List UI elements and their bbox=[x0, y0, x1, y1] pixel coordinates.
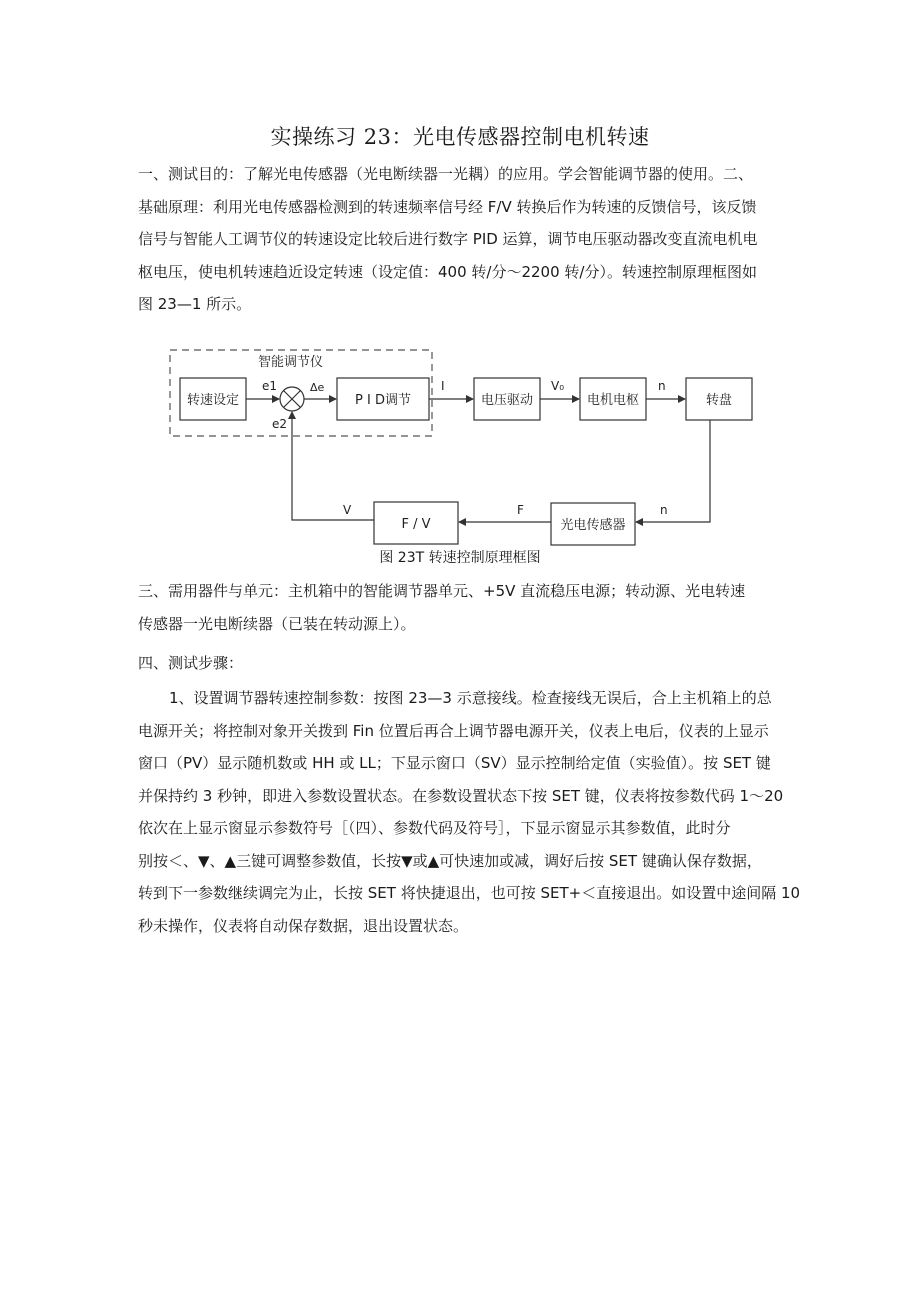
signal-f: F bbox=[517, 503, 524, 517]
feedback-turntable-to-sensor bbox=[636, 420, 710, 522]
text-line: 三、需用器件与单元：主机箱中的智能调节器单元、+5V 直流稳压电源；转动源、光电转速 bbox=[138, 582, 746, 600]
text-line: 基础原理：利用光电传感器检测到的转速频率信号经 F/V 转换后作为转速的反馈信号，该反馈 bbox=[138, 197, 757, 216]
text-line: 传感器一光电断续器（已装在转动源上）。 bbox=[138, 614, 416, 633]
block-speed-setting-label: 转速设定 bbox=[186, 393, 240, 408]
text-line: 并保持约 3 秒钟，即进入参数设置状态。在参数设置状态下按 SET 键，仪表将按参数代码 1～20 bbox=[138, 786, 784, 805]
section-steps-heading: 四、测试步骤： bbox=[138, 654, 244, 672]
text-line: 秒未操作，仪表将自动保存数据，退出设置状态。 bbox=[138, 916, 469, 935]
text-line: 1、设置调节器转速控制参数：按图 23—3 示意接线。检查接线无误后，合上主机箱上的总 bbox=[169, 689, 772, 707]
block-fv-label: F / V bbox=[401, 517, 431, 532]
block-turntable-label: 转盘 bbox=[705, 393, 733, 408]
signal-e2: e2 bbox=[272, 417, 288, 431]
figure-caption: 图 23T 转速控制原理框图 bbox=[379, 550, 541, 566]
signal-e1: e1 bbox=[262, 379, 278, 393]
text-line: 电源开关；将控制对象开关拨到 Fin 位置后再合上调节器电源开关，仪表上电后，仪表的上显示 bbox=[138, 721, 769, 740]
block-sensor-label: 光电传感器 bbox=[560, 518, 626, 533]
text-line: 转到下一参数继续调完为止，长按 SET 将快捷退出，也可按 SET+＜直接退出。如设置中途间隔 10 bbox=[138, 884, 801, 902]
controller-label: 智能调节仪 bbox=[258, 355, 324, 370]
text-line: 别按＜、▼、▲三键可调整参数值，长按▼或▲可快速加或减，调好后按 SET 键确认保存数据， bbox=[138, 851, 762, 870]
text-line: 依次在上显示窗显示参数符号［（四）、参数代码及符号］，下显示窗显示其参数值，此时分 bbox=[138, 819, 731, 837]
feedback-fv-to-junction bbox=[292, 412, 374, 520]
signal-v: V bbox=[343, 503, 352, 517]
block-voltage-drive-label: 电压驱动 bbox=[480, 393, 534, 408]
signal-n-bottom: n bbox=[660, 503, 668, 517]
signal-delta-e: Δe bbox=[310, 381, 325, 394]
text-line: 窗口（PV）显示随机数或 HH 或 LL；下显示窗口（SV）显示控制给定值（实验值）。按 SET 键 bbox=[138, 754, 771, 772]
text-line: 枢电压，使电机转速趋近设定转速（设定值：400 转/分～2200 转/分）。转速控制原理框图如 bbox=[138, 262, 757, 281]
block-pid-label: P I D调节 bbox=[355, 393, 411, 408]
section-steps-body bbox=[138, 682, 801, 942]
signal-vo: V₀ bbox=[551, 379, 565, 393]
section-components bbox=[138, 575, 788, 640]
signal-n-top: n bbox=[658, 379, 666, 393]
text-line: 图 23—1 所示。 bbox=[138, 295, 252, 313]
block-armature-label: 电机电枢 bbox=[586, 393, 640, 408]
page-title: 实操练习 23：光电传感器控制电机转速 bbox=[270, 125, 650, 149]
control-block-diagram bbox=[0, 0, 920, 600]
signal-i: I bbox=[441, 379, 445, 393]
text-line: 一、测试目的：了解光电传感器（光电断续器一光耦）的应用。学会智能调节器的使用。二、 bbox=[138, 165, 754, 183]
text-line: 信号与智能人工调节仪的转速设定比较后进行数字 PID 运算，调节电压驱动器改变直流电机电 bbox=[138, 230, 758, 248]
